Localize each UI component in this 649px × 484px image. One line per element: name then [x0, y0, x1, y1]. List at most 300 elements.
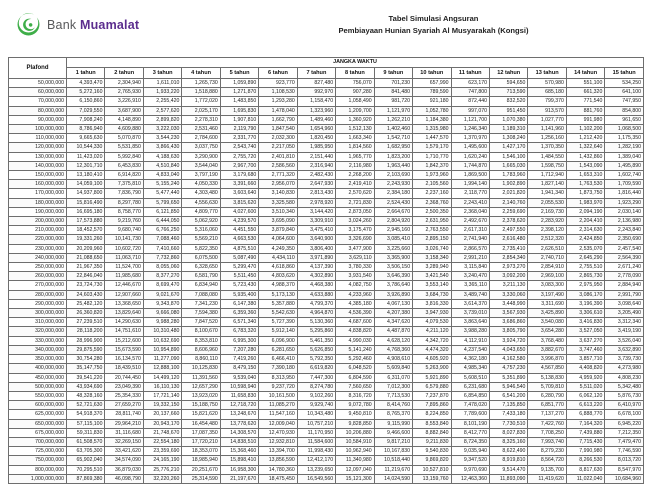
- column-header-12-tahun: 12 tahun: [489, 68, 527, 79]
- value-cell: 30,754,280: [67, 355, 105, 364]
- value-cell: 3,477,900: [336, 244, 374, 253]
- value-cell: 4,302,890: [297, 272, 335, 281]
- value-cell: 4,303,480: [182, 189, 220, 198]
- plafond-cell: 140,000,000: [9, 161, 67, 170]
- value-cell: 3,330,060: [489, 290, 527, 299]
- bank-muamalat-crescent-icon: [15, 11, 42, 38]
- plafond-cell: 240,000,000: [9, 253, 67, 262]
- plafond-cell: 450,000,000: [9, 373, 67, 382]
- value-cell: 4,188,630: [143, 152, 181, 161]
- value-cell: 2,237,160: [413, 189, 451, 198]
- value-cell: 11,985,680: [105, 272, 143, 281]
- plafond-cell: 260,000,000: [9, 272, 67, 281]
- value-cell: 20,137,660: [143, 410, 181, 419]
- value-cell: 5,272,160: [67, 88, 105, 97]
- value-cell: 2,419,410: [336, 180, 374, 189]
- table-row: [9, 97, 644, 106]
- value-cell: 10,125,830: [182, 364, 220, 373]
- value-cell: 6,888,770: [566, 410, 604, 419]
- value-cell: 1,816,440: [605, 189, 644, 198]
- value-cell: 36,879,030: [105, 465, 143, 474]
- plafond-cell: 310,000,000: [9, 318, 67, 327]
- page-subtitle: Pembiayaan Hunian Syariah Al Musyarakah (Kongsi): [338, 26, 529, 35]
- value-cell: 9,021,670: [143, 290, 181, 299]
- value-cell: 5,946,540: [489, 382, 527, 391]
- value-cell: 7,560,650: [336, 382, 374, 391]
- value-cell: 3,780,330: [336, 263, 374, 272]
- column-header-8-tahun: 8 tahun: [336, 68, 374, 79]
- plafond-cell: 280,000,000: [9, 290, 67, 299]
- plafond-cell: 550,000,000: [9, 391, 67, 400]
- value-cell: 3,686,860: [489, 318, 527, 327]
- value-cell: 2,316,940: [297, 161, 335, 170]
- value-cell: 10,310,480: [143, 327, 181, 336]
- table-row: [9, 198, 644, 207]
- value-cell: 2,094,190: [566, 207, 604, 216]
- value-cell: 18,353,070: [182, 447, 220, 456]
- value-cell: 3,092,200: [489, 272, 527, 281]
- value-cell: 7,433,180: [489, 410, 527, 419]
- value-cell: 6,453,830: [105, 161, 143, 170]
- value-cell: 4,605,920: [413, 355, 451, 364]
- value-cell: 4,233,960: [336, 290, 374, 299]
- value-cell: 3,797,190: [182, 171, 220, 180]
- value-cell: 6,410,970: [605, 401, 644, 410]
- value-cell: 8,055,060: [143, 263, 181, 272]
- plafond-cell: 1,000,000,000: [9, 474, 67, 483]
- value-cell: 20,251,670: [182, 465, 220, 474]
- value-cell: 10,141,730: [105, 235, 143, 244]
- value-cell: 11,219,670: [374, 465, 412, 474]
- value-cell: 2,735,410: [489, 244, 527, 253]
- value-cell: 8,100,670: [182, 327, 220, 336]
- value-cell: 7,908,240: [67, 115, 105, 124]
- value-cell: 7,137,270: [528, 410, 566, 419]
- table-row: [9, 189, 644, 198]
- value-cell: 2,350,690: [605, 235, 644, 244]
- value-cell: 3,879,840: [259, 226, 297, 235]
- value-cell: 10,954,890: [143, 345, 181, 354]
- value-cell: 6,328,650: [182, 263, 220, 272]
- value-cell: 2,378,620: [489, 217, 527, 226]
- value-cell: 8,414,760: [374, 401, 412, 410]
- table-row: [9, 336, 644, 345]
- value-cell: 6,541,200: [489, 391, 527, 400]
- value-cell: 17,721,140: [143, 391, 181, 400]
- value-cell: 19,332,150: [143, 401, 181, 410]
- table-row: [9, 318, 644, 327]
- value-cell: 3,026,740: [413, 244, 451, 253]
- value-cell: 7,847,520: [182, 318, 220, 327]
- value-cell: 1,543,090: [566, 161, 604, 170]
- value-cell: 63,705,300: [67, 447, 105, 456]
- value-cell: 11,524,700: [105, 263, 143, 272]
- value-cell: 2,021,820: [489, 189, 527, 198]
- value-cell: 2,586,560: [259, 161, 297, 170]
- value-cell: 9,450,810: [336, 410, 374, 419]
- value-cell: 12,657,290: [182, 382, 220, 391]
- plafond-cell: 200,000,000: [9, 217, 67, 226]
- value-cell: 5,609,840: [374, 364, 412, 373]
- value-cell: 1,262,210: [374, 115, 412, 124]
- value-cell: 2,030,140: [605, 207, 644, 216]
- value-cell: 2,304,940: [105, 79, 143, 88]
- value-cell: 2,055,530: [528, 198, 566, 207]
- value-cell: 2,778,090: [605, 272, 644, 281]
- value-cell: 7,479,470: [605, 437, 644, 446]
- value-cell: 4,687,600: [336, 318, 374, 327]
- value-cell: 9,219,760: [105, 217, 143, 226]
- value-cell: 1,360,920: [336, 115, 374, 124]
- value-cell: 3,805,790: [489, 327, 527, 336]
- value-cell: 5,511,020: [566, 382, 604, 391]
- value-cell: 6,150,860: [67, 97, 105, 106]
- value-cell: 10,343,480: [297, 410, 335, 419]
- value-cell: 657,990: [413, 79, 451, 88]
- value-cell: 3,024,260: [336, 217, 374, 226]
- value-cell: 11,893,090: [489, 474, 527, 483]
- value-cell: 6,571,340: [220, 318, 258, 327]
- value-cell: 16,134,570: [105, 355, 143, 364]
- value-cell: 2,136,980: [605, 217, 644, 226]
- value-cell: 59,311,830: [67, 428, 105, 437]
- value-cell: 18,475,450: [259, 474, 297, 483]
- value-cell: 872,440: [451, 97, 489, 106]
- value-cell: 15,821,620: [182, 410, 220, 419]
- value-cell: 11,391,560: [182, 373, 220, 382]
- value-cell: 3,325,580: [259, 198, 297, 207]
- value-cell: 6,121,850: [143, 207, 181, 216]
- value-cell: 570,980: [528, 79, 566, 88]
- value-cell: 661,320: [566, 88, 604, 97]
- value-cell: 7,212,350: [605, 428, 644, 437]
- value-cell: 5,477,440: [143, 189, 181, 198]
- value-cell: 4,985,340: [451, 364, 489, 373]
- value-cell: 991,980: [566, 115, 604, 124]
- value-cell: 20,943,170: [143, 419, 181, 428]
- value-cell: 3,448,990: [489, 299, 527, 308]
- value-cell: 1,052,780: [413, 106, 451, 115]
- value-cell: 1,907,810: [220, 115, 258, 124]
- value-cell: 12,932,810: [259, 437, 297, 446]
- value-cell: 15,673,590: [105, 345, 143, 354]
- value-cell: 18,439,510: [105, 364, 143, 373]
- value-cell: 57,115,100: [67, 419, 105, 428]
- value-cell: 1,820,450: [297, 134, 335, 143]
- value-cell: 7,375,810: [105, 180, 143, 189]
- value-cell: 8,919,810: [489, 456, 527, 465]
- value-cell: 2,278,310: [182, 115, 220, 124]
- value-cell: 8,786,940: [67, 125, 105, 134]
- plafond-cell: 320,000,000: [9, 327, 67, 336]
- value-cell: 1,814,560: [336, 143, 374, 152]
- value-cell: 8,412,770: [451, 428, 489, 437]
- value-cell: 2,243,410: [451, 198, 489, 207]
- table-row: [9, 290, 644, 299]
- value-cell: 2,524,430: [374, 198, 412, 207]
- value-cell: 5,342,480: [605, 382, 644, 391]
- plafond-cell: 90,000,000: [9, 115, 67, 124]
- value-cell: 1,265,730: [182, 79, 220, 88]
- value-cell: 10,757,210: [297, 419, 335, 428]
- value-cell: 881,760: [566, 106, 604, 115]
- value-cell: 12,463,360: [451, 474, 489, 483]
- value-cell: 1,184,380: [413, 115, 451, 124]
- value-cell: 5,531,850: [105, 143, 143, 152]
- value-cell: 61,508,570: [67, 437, 105, 446]
- plafond-cell: 400,000,000: [9, 364, 67, 373]
- plafond-cell: 350,000,000: [9, 355, 67, 364]
- value-cell: 2,755,510: [566, 263, 604, 272]
- value-cell: 3,632,890: [605, 345, 644, 354]
- value-cell: 7,088,080: [182, 290, 220, 299]
- column-header-1-tahun: 1 tahun: [67, 68, 105, 79]
- value-cell: 4,027,600: [220, 207, 258, 216]
- value-cell: 12,097,040: [336, 465, 374, 474]
- value-cell: 4,362,180: [451, 355, 489, 364]
- value-cell: 713,590: [489, 88, 527, 97]
- value-cell: 5,935,400: [220, 290, 258, 299]
- value-cell: 8,724,350: [451, 437, 489, 446]
- value-cell: 7,708,250: [528, 428, 566, 437]
- value-cell: 2,531,460: [182, 125, 220, 134]
- plafond-cell: 725,000,000: [9, 447, 67, 456]
- value-cell: 6,281,650: [259, 345, 297, 354]
- value-cell: 1,121,700: [451, 115, 489, 124]
- value-cell: 1,256,160: [528, 134, 566, 143]
- value-cell: 12,718,720: [220, 401, 258, 410]
- value-cell: 7,012,300: [374, 382, 412, 391]
- value-cell: 11,547,160: [259, 410, 297, 419]
- value-cell: 6,783,320: [220, 327, 258, 336]
- table-row: [9, 382, 644, 391]
- value-cell: 8,606,960: [182, 345, 220, 354]
- value-cell: 4,342,720: [413, 336, 451, 345]
- plafond-cell: 250,000,000: [9, 263, 67, 272]
- value-cell: 2,647,930: [297, 180, 335, 189]
- value-cell: 2,118,770: [451, 189, 489, 198]
- value-cell: 8,547,970: [605, 465, 644, 474]
- value-cell: 7,789,600: [451, 410, 489, 419]
- value-cell: 2,497,550: [489, 226, 527, 235]
- value-cell: 3,365,900: [374, 253, 412, 262]
- value-cell: 9,102,260: [297, 391, 335, 400]
- table-row: [9, 235, 644, 244]
- value-cell: 21,197,670: [220, 474, 258, 483]
- value-cell: 4,067,130: [374, 299, 412, 308]
- value-cell: 14,751,610: [105, 327, 143, 336]
- value-cell: 2,991,790: [605, 290, 644, 299]
- value-cell: 1,189,310: [489, 125, 527, 134]
- value-cell: 992,970: [297, 88, 335, 97]
- value-cell: 28,996,900: [67, 336, 105, 345]
- value-cell: 2,813,430: [297, 189, 335, 198]
- value-cell: 5,727,390: [259, 318, 297, 327]
- plafond-cell: 50,000,000: [9, 79, 67, 88]
- value-cell: 951,450: [489, 106, 527, 115]
- value-cell: 1,058,490: [336, 97, 374, 106]
- value-cell: 87,869,380: [67, 474, 105, 483]
- value-cell: 5,799,650: [143, 198, 181, 207]
- value-cell: 6,834,940: [182, 281, 220, 290]
- value-cell: 4,408,820: [566, 364, 604, 373]
- value-cell: 27,239,510: [67, 318, 105, 327]
- table-row: [9, 253, 644, 262]
- value-cell: 2,032,300: [259, 134, 297, 143]
- value-cell: 10,518,440: [374, 456, 412, 465]
- value-cell: 3,553,140: [413, 281, 451, 290]
- value-cell: 3,365,110: [451, 281, 489, 290]
- value-cell: 11,085,270: [259, 401, 297, 410]
- table-row: [9, 180, 644, 189]
- value-cell: 4,990,030: [336, 336, 374, 345]
- value-cell: 3,510,340: [259, 207, 297, 216]
- value-cell: 11,998,430: [297, 447, 335, 456]
- value-cell: 1,323,960: [297, 106, 335, 115]
- column-header-7-tahun: 7 tahun: [297, 68, 335, 79]
- value-cell: 5,173,130: [259, 290, 297, 299]
- value-cell: 2,204,410: [566, 217, 604, 226]
- value-cell: 4,556,630: [182, 198, 220, 207]
- value-cell: 1,027,770: [528, 115, 566, 124]
- value-cell: 3,739,010: [451, 309, 489, 318]
- column-header-14-tahun: 14 tahun: [566, 68, 604, 79]
- value-cell: 11,419,620: [528, 474, 566, 483]
- column-header-10-tahun: 10 tahun: [413, 68, 451, 79]
- value-cell: 1,827,140: [528, 180, 566, 189]
- value-cell: 6,804,590: [336, 373, 374, 382]
- plafond-cell: 180,000,000: [9, 198, 67, 207]
- value-cell: 5,542,630: [259, 309, 297, 318]
- value-cell: 9,539,040: [220, 373, 258, 382]
- value-cell: 2,314,630: [566, 226, 604, 235]
- value-cell: 3,326,690: [336, 235, 374, 244]
- value-cell: 9,035,940: [451, 447, 489, 456]
- value-cell: 7,390,180: [259, 364, 297, 373]
- value-cell: 4,043,650: [489, 345, 527, 354]
- value-cell: 7,164,320: [566, 419, 604, 428]
- value-cell: 9,135,700: [528, 465, 566, 474]
- value-cell: 8,013,720: [605, 456, 644, 465]
- value-cell: 3,289,940: [413, 263, 451, 272]
- value-cell: 27,659,270: [105, 401, 143, 410]
- value-cell: 18,452,570: [67, 226, 105, 235]
- value-cell: 2,956,070: [259, 180, 297, 189]
- value-cell: 4,434,110: [259, 253, 297, 262]
- value-cell: 3,489,740: [451, 290, 489, 299]
- value-cell: 29,964,210: [105, 419, 143, 428]
- column-header-5-tahun: 5 tahun: [220, 68, 258, 79]
- value-cell: 17,573,880: [67, 217, 105, 226]
- value-cell: 5,130,360: [297, 318, 335, 327]
- value-cell: 1,518,880: [182, 88, 220, 97]
- table-row: [9, 428, 644, 437]
- value-cell: 4,799,370: [297, 299, 335, 308]
- table-row: [9, 327, 644, 336]
- value-cell: 8,479,150: [220, 364, 258, 373]
- value-cell: 997,070: [451, 106, 489, 115]
- value-cell: 5,709,810: [528, 382, 566, 391]
- value-cell: 3,540,080: [528, 318, 566, 327]
- value-cell: 1,282,190: [605, 143, 644, 152]
- value-cell: 1,965,770: [336, 152, 374, 161]
- value-cell: 10,598,940: [220, 382, 258, 391]
- value-cell: 2,217,050: [259, 143, 297, 152]
- value-cell: 9,817,210: [374, 437, 412, 446]
- value-cell: 3,391,660: [220, 180, 258, 189]
- value-cell: 17,087,350: [182, 428, 220, 437]
- value-cell: 48,328,160: [67, 391, 105, 400]
- value-cell: 2,671,240: [605, 263, 644, 272]
- value-cell: 2,482,430: [297, 171, 335, 180]
- table-row: [9, 125, 644, 134]
- plafond-cell: 625,000,000: [9, 410, 67, 419]
- value-cell: 25,776,210: [143, 465, 181, 474]
- value-cell: 43,934,690: [67, 382, 105, 391]
- value-cell: 594,650: [489, 79, 527, 88]
- simulation-table: [8, 57, 644, 484]
- value-cell: 4,393,470: [67, 79, 105, 88]
- value-cell: 1,070,380: [489, 115, 527, 124]
- value-cell: 1,963,440: [374, 161, 412, 170]
- plafond-cell: 220,000,000: [9, 235, 67, 244]
- value-cell: 1,370,350: [528, 143, 566, 152]
- value-cell: 5,295,860: [297, 327, 335, 336]
- value-cell: 5,822,350: [182, 244, 220, 253]
- value-cell: 3,225,660: [374, 244, 412, 253]
- value-cell: 8,279,230: [528, 447, 566, 456]
- plafond-cell: 340,000,000: [9, 345, 67, 354]
- value-cell: 5,155,240: [143, 180, 181, 189]
- value-cell: 1,495,890: [605, 161, 644, 170]
- value-cell: 15,368,460: [220, 447, 258, 456]
- value-cell: 8,765,370: [374, 410, 412, 419]
- value-cell: 4,385,180: [336, 299, 374, 308]
- value-cell: 3,197,490: [528, 290, 566, 299]
- value-cell: 8,553,840: [413, 419, 451, 428]
- value-cell: 13,248,670: [220, 410, 258, 419]
- value-cell: 832,520: [489, 97, 527, 106]
- value-cell: 11,658,830: [220, 391, 258, 400]
- value-cell: 19,331,260: [67, 235, 105, 244]
- value-cell: 2,492,670: [451, 217, 489, 226]
- value-cell: 15,212,600: [105, 336, 143, 345]
- value-cell: 1,512,130: [336, 125, 374, 134]
- table-body: [9, 79, 644, 484]
- plafond-header: Plafond: [9, 58, 67, 79]
- value-cell: 5,070,870: [105, 134, 143, 143]
- value-cell: 2,991,210: [451, 253, 489, 262]
- value-cell: 4,618,860: [259, 263, 297, 272]
- value-cell: 10,584,910: [336, 437, 374, 446]
- value-cell: 2,368,760: [413, 198, 451, 207]
- value-cell: 3,971,890: [297, 253, 335, 262]
- table-row: [9, 79, 644, 88]
- value-cell: 2,331,770: [220, 134, 258, 143]
- value-cell: 15,188,750: [182, 401, 220, 410]
- value-cell: 7,029,550: [67, 106, 105, 115]
- value-cell: 9,343,870: [143, 299, 181, 308]
- table-row: [9, 401, 644, 410]
- value-cell: 1,108,530: [259, 88, 297, 97]
- value-cell: 1,322,640: [566, 143, 604, 152]
- value-cell: 3,037,750: [182, 143, 220, 152]
- value-cell: 3,475,410: [297, 226, 335, 235]
- value-cell: 4,663,530: [220, 235, 258, 244]
- value-cell: 3,768,480: [528, 336, 566, 345]
- value-cell: 8,353,810: [182, 336, 220, 345]
- value-cell: 5,876,730: [605, 391, 644, 400]
